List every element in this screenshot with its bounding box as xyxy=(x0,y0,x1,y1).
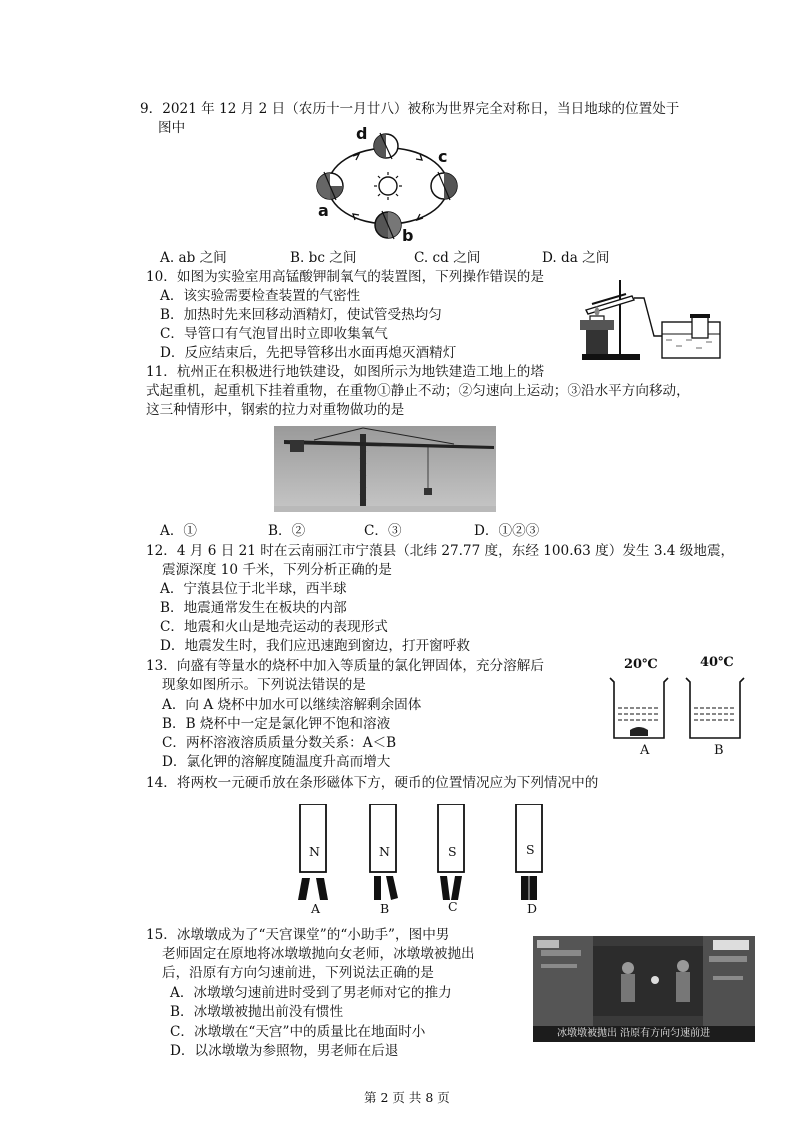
q11-stem-line1: 11．杭州正在积极进行地铁建设，如图所示为地铁建造工地上的塔 xyxy=(146,364,544,380)
q15-stem-line1: 15．冰墩墩成为了“天宫课堂”的“小助手”，图中男 xyxy=(146,927,450,943)
beaker-a-label: A xyxy=(640,743,650,758)
q9-stem-line1: 9．2021 年 12 月 2 日（农历十一月廿八）被称为世界完全对称日，当日地球的位置处于 xyxy=(140,101,680,117)
q12-option-b: B．地震通常发生在板块的内部 xyxy=(160,600,347,616)
q13-option-c: C．两杯溶液溶质质量分数关系：A＜B xyxy=(162,735,397,751)
q11-option-d: D．①②③ xyxy=(474,523,540,539)
magnet-b-label: B xyxy=(380,901,390,916)
q15-option-d: D．以冰墩墩为参照物，男老师在后退 xyxy=(170,1043,399,1059)
magnet-b-pole: N xyxy=(379,844,390,859)
q13-option-d: D．氯化钾的溶解度随温度升高而增大 xyxy=(162,754,391,770)
q11-stem-line3: 这三种情形中，钢索的拉力对重物做功的是 xyxy=(146,402,405,418)
q10-option-a: A．该实验需要检查装置的气密性 xyxy=(160,288,361,304)
beakers-figure xyxy=(604,672,760,742)
tower-crane-photo xyxy=(274,426,496,512)
q11-option-a: A．① xyxy=(160,523,198,539)
magnets-figure xyxy=(290,804,560,904)
q13-stem-line2: 现象如图所示。下列说法错误的是 xyxy=(162,677,366,693)
q12-option-c: C．地震和火山是地壳运动的表现形式 xyxy=(160,619,388,635)
beaker-a-temperature: 20℃ xyxy=(624,657,658,672)
q15-stem-line2: 老师固定在原地将冰墩墩抛向女老师，冰墩墩被抛出 xyxy=(162,946,475,962)
orbit-label-d: d xyxy=(356,124,368,143)
q10-option-b: B．加热时先来回移动酒精灯，使试管受热均匀 xyxy=(160,307,442,323)
q12-stem-line1: 12．4 月 6 日 21 时在云南丽江市宁蒗县（北纬 27.77 度，东经 100.63 度）发生 3.4 级地震， xyxy=(146,543,735,559)
q15-option-c: C．冰墩墩在“天宫”中的质量比在地面时小 xyxy=(170,1024,426,1040)
page-number: 第 2 页 共 8 页 xyxy=(364,1090,450,1105)
q15-stem-line3: 后，沿原有方向匀速前进，下列说法正确的是 xyxy=(162,965,434,981)
q14-stem: 14．将两枚一元硬币放在条形磁体下方，硬币的位置情况应为下列情况中的 xyxy=(146,775,599,791)
earth-orbit-diagram xyxy=(308,128,473,248)
q15-option-b: B．冰墩墩被抛出前没有惯性 xyxy=(170,1004,344,1020)
q12-option-a: A．宁蒗县位于北半球，西半球 xyxy=(160,581,347,597)
q11-stem-line2: 式起重机，起重机下挂着重物，在重物①静止不动；②匀速向上运动；③沿水平方向移动， xyxy=(146,383,690,399)
q9-stem-line2: 图中 xyxy=(158,120,186,136)
q9-option-b: B. bc 之间 xyxy=(290,250,357,266)
magnet-d-label: D xyxy=(527,901,538,916)
q13-stem-line1: 13．向盛有等量水的烧杯中加入等质量的氯化钾固体，充分溶解后 xyxy=(146,658,544,674)
q10-option-c: C．导管口有气泡冒出时立即收集氧气 xyxy=(160,326,388,342)
magnet-c-pole: S xyxy=(448,844,457,859)
tiangong-classroom-photo xyxy=(533,936,755,1042)
q12-stem-line2: 震源深度 10 千米，下列分析正确的是 xyxy=(162,562,392,578)
q11-option-c: C．③ xyxy=(364,523,402,539)
orbit-label-a: a xyxy=(318,201,329,220)
beaker-b-temperature: 40℃ xyxy=(700,655,734,670)
q9-option-d: D. da 之间 xyxy=(542,250,610,266)
q15-option-a: A．冰墩墩匀速前进时受到了男老师对它的推力 xyxy=(170,985,452,1001)
q9-option-a: A. ab 之间 xyxy=(160,250,227,266)
magnet-d-pole: S xyxy=(526,842,535,857)
photo-caption: 冰墩墩被抛出 沿原有方向匀速前进 xyxy=(557,1028,711,1039)
magnet-a-label: A xyxy=(311,901,321,916)
q13-option-b: B．B 烧杯中一定是氯化钾不饱和溶液 xyxy=(162,716,391,732)
magnet-a-pole: N xyxy=(309,844,320,859)
q10-stem: 10．如图为实验室用高锰酸钾制氧气的装置图，下列操作错误的是 xyxy=(146,269,544,285)
orbit-label-c: c xyxy=(438,147,448,166)
magnet-c-label: C xyxy=(448,899,458,914)
beaker-b-label: B xyxy=(714,743,724,758)
q13-option-a: A．向 A 烧杯中加水可以继续溶解剩余固体 xyxy=(162,697,422,713)
q12-option-d: D．地震发生时，我们应迅速跑到窗边，打开窗呼救 xyxy=(160,638,470,654)
q9-option-c: C. cd 之间 xyxy=(414,250,481,266)
q10-option-d: D．反应结束后，先把导管移出水面再熄灭酒精灯 xyxy=(160,345,457,361)
oxygen-apparatus-figure xyxy=(572,276,724,364)
orbit-label-b: b xyxy=(402,226,414,245)
q11-option-b: B．② xyxy=(268,523,306,539)
